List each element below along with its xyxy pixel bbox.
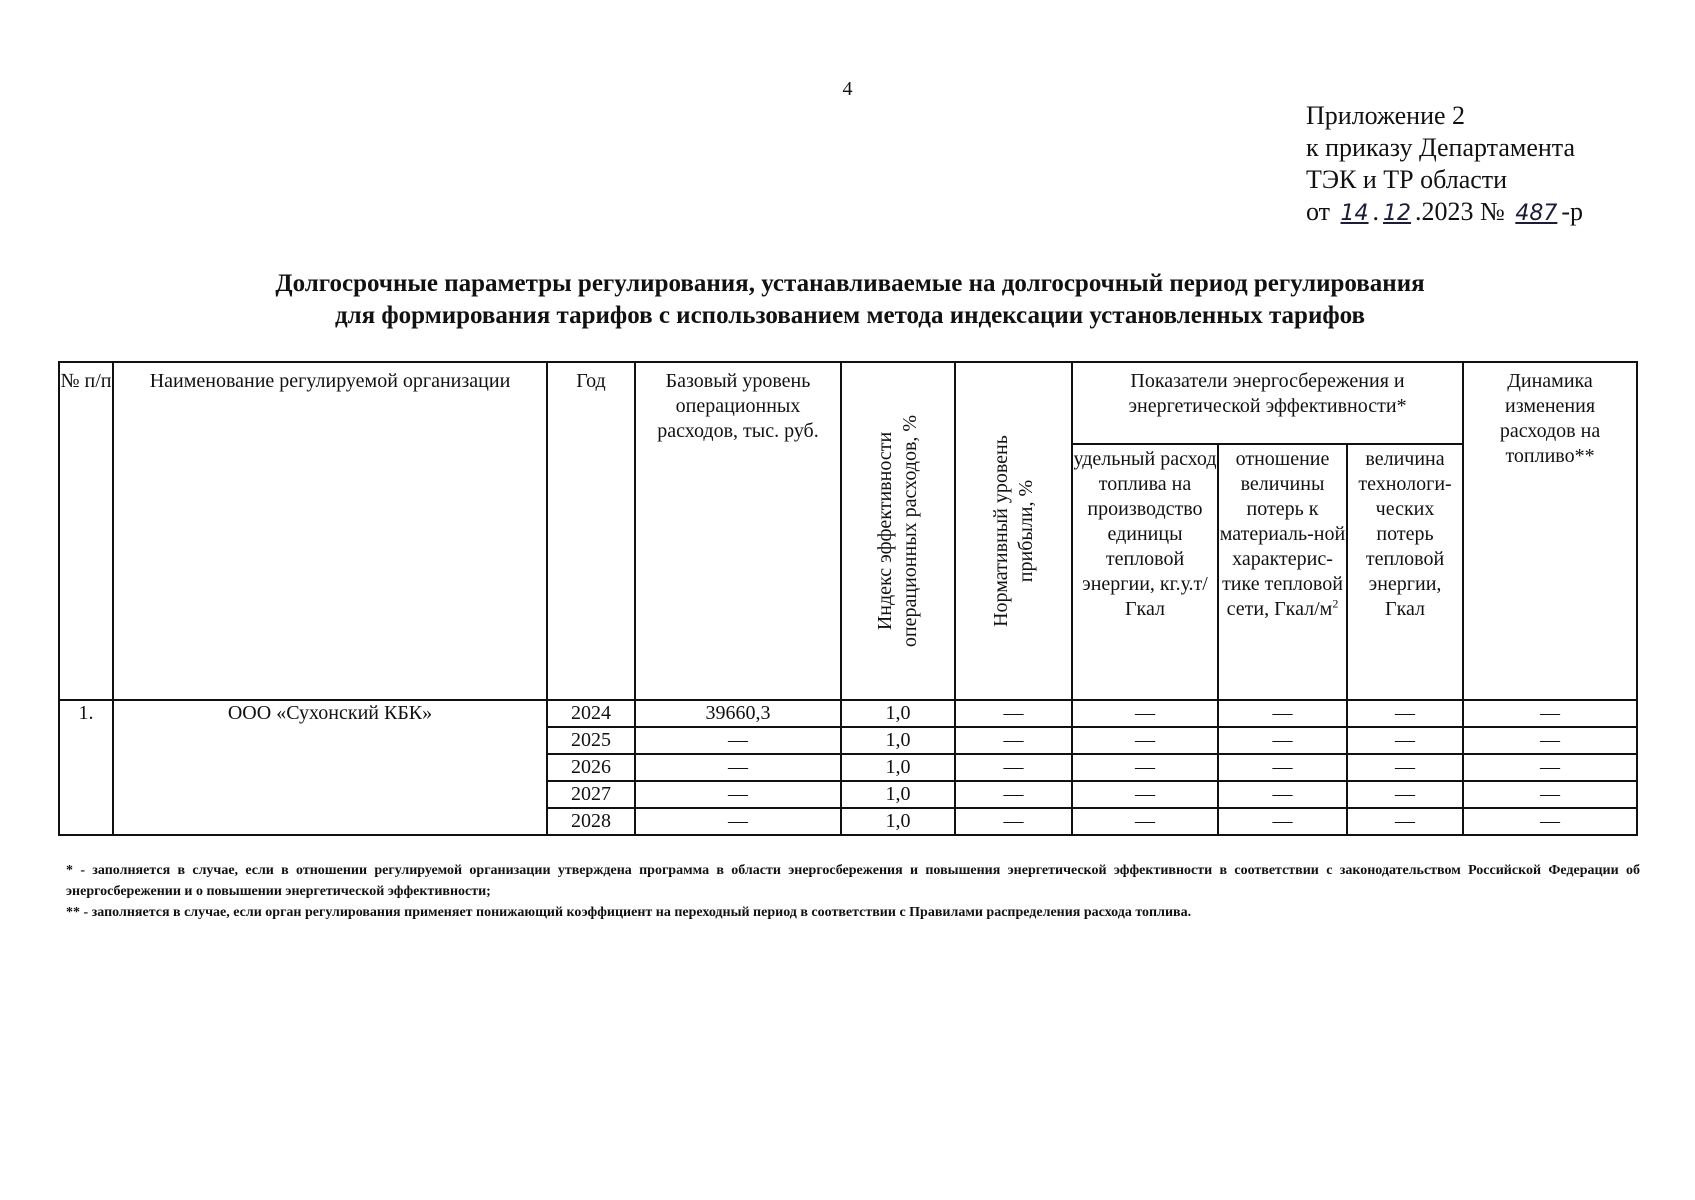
cell-base: —	[635, 754, 841, 781]
page-number: 4	[842, 78, 853, 100]
cell-index: 1,0	[841, 700, 955, 727]
org-name: ООО «Сухонский КБК»	[113, 700, 547, 835]
cell-profit: —	[955, 754, 1072, 781]
cell-index: 1,0	[841, 754, 955, 781]
cell-fuel-dynamics: —	[1463, 808, 1637, 835]
cell-base: —	[635, 727, 841, 754]
cell-year: 2027	[547, 781, 635, 808]
title-line-1: Долгосрочные параметры регулирования, устанавливаемые на долгосрочный период регулирования	[275, 270, 1425, 297]
header-year: Год	[547, 362, 635, 700]
header-profit-level	[955, 362, 1072, 700]
cell-profit: —	[955, 727, 1072, 754]
cell-year: 2026	[547, 754, 635, 781]
header-fuel-rate: удельный расход топлива на производство единицы тепловой энергии, кг.у.т/Гкал	[1072, 444, 1218, 700]
date-year: .2023 №	[1415, 197, 1505, 226]
footnotes	[66, 860, 1640, 923]
date-prefix: от	[1306, 197, 1331, 226]
title-line-2: для формирования тарифов с использованием метода индексации установленных тарифов	[334, 302, 1366, 329]
cell-fuel-rate: —	[1072, 700, 1218, 727]
cell-fuel-dynamics: —	[1463, 727, 1637, 754]
handwritten-month: 12	[1383, 201, 1412, 226]
cell-fuel-dynamics: —	[1463, 754, 1637, 781]
cell-base: 39660,3	[635, 700, 841, 727]
cell-loss-ratio: —	[1218, 808, 1347, 835]
handwritten-order-number: 487	[1515, 201, 1558, 226]
table-row	[59, 700, 1637, 727]
cell-fuel-dynamics: —	[1463, 781, 1637, 808]
efficiency-index-label: Индекс эффективности операционных расходов, %	[874, 414, 921, 648]
profit-level-label: Нормативный уровень прибыли, %	[989, 435, 1037, 627]
appendix-line-2: к приказу Департамента	[1306, 133, 1576, 162]
order-suffix: -р	[1561, 197, 1584, 226]
cell-base: —	[635, 781, 841, 808]
cell-profit: —	[955, 781, 1072, 808]
footnote-2: ** - заполняется в случае, если орган регулирования применяет понижающий коэффициент на переходный период в соответствии с Правилами распределения расхода топлива.	[66, 905, 1192, 920]
cell-fuel-rate: —	[1072, 808, 1218, 835]
cell-fuel-dynamics: —	[1463, 700, 1637, 727]
cell-profit: —	[955, 700, 1072, 727]
cell-profit: —	[955, 808, 1072, 835]
document-title	[140, 268, 1560, 332]
cell-loss-ratio: —	[1218, 727, 1347, 754]
footnote-1: * - заполняется в случае, если в отношении регулируемой организации утверждена программа в области энергосбережения и повышения энергетической эффективности в соответствии с законодательством Российской Федерации об энергосбережении и о повышении энергетической эффективности;	[66, 863, 1640, 899]
cell-base: —	[635, 808, 841, 835]
cell-tech-losses: —	[1347, 781, 1463, 808]
cell-tech-losses: —	[1347, 727, 1463, 754]
cell-loss-ratio: —	[1218, 754, 1347, 781]
header-energy-group: Показатели энергосбережения и энергетической эффективности*	[1072, 362, 1463, 444]
cell-fuel-rate: —	[1072, 754, 1218, 781]
cell-fuel-rate: —	[1072, 781, 1218, 808]
header-efficiency-index	[841, 362, 955, 700]
header-org-name: Наименование регулируемой организации	[113, 362, 547, 700]
parameters-table	[58, 361, 1638, 836]
loss-ratio-text: отношение величины потерь к материаль-ной характерис-тике тепловой сети, Гкал/м	[1219, 448, 1346, 620]
cell-fuel-rate: —	[1072, 727, 1218, 754]
org-number: 1.	[59, 700, 113, 835]
appendix-block	[1306, 100, 1583, 230]
header-base-level: Базовый уровень операционных расходов, тыс. руб.	[635, 362, 841, 700]
cell-loss-ratio: —	[1218, 781, 1347, 808]
appendix-line-3: ТЭК и ТР области	[1306, 165, 1508, 194]
cell-loss-ratio: —	[1218, 700, 1347, 727]
cell-year: 2025	[547, 727, 635, 754]
cell-tech-losses: —	[1347, 808, 1463, 835]
cell-tech-losses: —	[1347, 754, 1463, 781]
appendix-line-1: Приложение 2	[1306, 101, 1466, 130]
header-num: № п/п	[59, 362, 113, 700]
cell-tech-losses: —	[1347, 700, 1463, 727]
header-tech-losses: величина технологи-ческих потерь тепловой энергии, Гкал	[1347, 444, 1463, 700]
loss-ratio-superscript: 2	[1332, 596, 1339, 611]
appendix-date-line: от 14 . 12 .2023 № 487 -р	[1306, 197, 1584, 226]
cell-index: 1,0	[841, 727, 955, 754]
cell-year: 2028	[547, 808, 635, 835]
handwritten-day: 14	[1340, 201, 1369, 226]
header-loss-ratio	[1218, 444, 1347, 700]
header-fuel-dynamics: Динамика изменения расходов на топливо**	[1463, 362, 1637, 700]
cell-year: 2024	[547, 700, 635, 727]
cell-index: 1,0	[841, 808, 955, 835]
cell-index: 1,0	[841, 781, 955, 808]
